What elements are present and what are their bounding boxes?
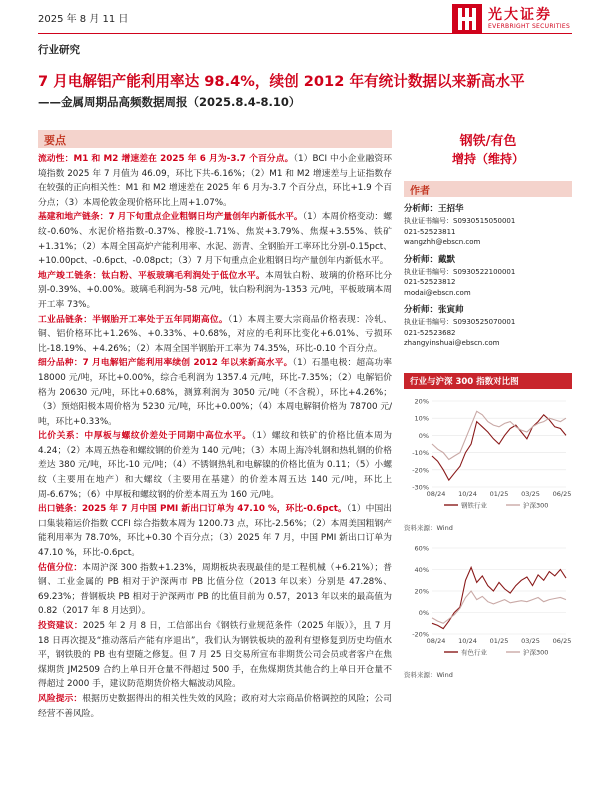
key-point-lead: 地产竣工链条：钛白粉、平板玻璃毛利润处于低位水平。 — [38, 270, 266, 281]
legend-label: 沪深300 — [523, 648, 549, 656]
sidebar — [404, 130, 572, 679]
analyst-name: 分析师：王招华 — [404, 204, 464, 214]
key-point-body: （1）BCI 中小企业融资环境指数 2025 年 7 月值为 46.09，环比下共-6.16%；（2）M1 和 M2 增速差与上证指数存在较强的正向相关性：M1 和 M2 增速差在 2025 年 6 月为-3.7 个百分点，环比+1.9 个百分点；（3）本周伦敦金现价格环比上周+1.07%。 — [38, 154, 392, 208]
series-line — [432, 414, 566, 479]
x-tick-label: 06/25 — [552, 636, 572, 645]
analyst-name: 分析师：张寅帅 — [404, 305, 464, 315]
brand-mark-icon — [452, 4, 482, 34]
header-divider — [38, 33, 572, 34]
key-points-header: 要点 — [38, 130, 392, 148]
key-point-paragraph — [38, 356, 392, 429]
key-point-body: （1）石墨电极：超高功率 18000 元/吨，环比+0.00%，综合毛利润为 1357.4 元/吨，环比-7.35%；（2）电解铝价格为 20630 元/吨，环比+0.68%，测算利润为 3050 元/吨（不含税），环比+4.26%；（3）预焙阳极本周价格为 5230 元/吨，环比+0.00%；（4）本周电解铜价格为 78700 元/吨，环比+0.33%。 — [38, 358, 393, 427]
legend-label: 沪深300 — [523, 501, 549, 509]
analyst-phone: 021-52523812 — [404, 278, 456, 286]
legend-label: 钢铁行业 — [461, 501, 487, 509]
key-point-paragraph — [38, 429, 392, 502]
key-point-lead: 工业品链条：半钢胎开工率处于五年同期高位。 — [38, 314, 228, 325]
y-tick-label: 40% — [414, 565, 429, 574]
key-point-body: 本周钛白粉、玻璃的价格环比分别-0.39%、+0.00%。玻璃毛利润为-58 元/吨，钛白粉利润为-1353 元/吨，平板玻璃本周开工率 73%。 — [38, 270, 393, 310]
series-line — [432, 567, 566, 628]
legend-label: 有色行业 — [461, 648, 487, 656]
y-tick-label: -30% — [412, 483, 429, 491]
chart-source-2: 资料来源：Wind — [404, 670, 453, 679]
y-tick-label: -10% — [412, 448, 429, 457]
key-point-lead: 估值分位： — [38, 562, 83, 573]
key-point-body: 本周沪深 300 指数+1.23%，周期板块表现最佳的是工程机械（+6.21%）；普钢、工业金属的 PB 相对于沪深两市 PB 比值分位（2013 年以来）分别是 47.28%、69.23%；普钢板块 PB 相对于沪深两市 PB 的比值目前为 0.57，2013 年以来的最高值为 0.82（2017 年 8 月达到）。 — [38, 562, 392, 617]
key-point-lead: 基建和地产链条：7 月下旬重点企业粗钢日均产量创年内新低水平。 — [38, 212, 303, 223]
key-point-body: （1）中国出口集装箱运价指数 CCFI 综合指数本周为 1200.73 点，环比-2.56%；（2）本周美国粗钢产能利用率为 78.70%，环比+0.30 个百分点；（3）2025 年 7 月，中国 PMI 新出口订单为 47.10 %，环比-0.6pct。 — [38, 504, 392, 559]
analyst-email: wangzhh@ebscn.com — [404, 238, 481, 246]
key-point-lead: 出口链条：2025 年 7 月中国 PMI 新出口订单为 47.10 %，环比-0.6pct。 — [38, 504, 347, 515]
y-tick-label: 20% — [414, 397, 429, 405]
key-point-paragraph — [38, 619, 392, 692]
report-subtitle: ——金属周期品高频数据周报（2025.8.4-8.10） — [38, 95, 301, 109]
brand-name-cn: 光大证券 — [488, 7, 552, 23]
x-tick-label: 08/24 — [426, 489, 446, 498]
y-tick-label: 10% — [414, 414, 429, 423]
key-point-paragraph — [38, 692, 392, 721]
analyst-card — [404, 254, 572, 299]
x-tick-label: 06/25 — [552, 489, 572, 498]
x-tick-label: 10/24 — [458, 489, 477, 498]
key-point-paragraph — [38, 502, 392, 560]
key-point-body: （1）本周价格变动：螺纹-0.60%、水泥价格指数-0.37%、橡胶-1.71%、焦炭+3.79%、焦煤+3.55%、铁矿+1.31%；（2）本周全国高炉产能利用率、水泥、沥青、全钢胎开工率环比分别-0.15pct、+10.00pct、-0.6pct、-0.08pct；（3）7 月下旬重点企业粗钢日均产量创年内新低水平。 — [38, 212, 392, 267]
y-tick-label: -20% — [412, 465, 429, 474]
key-point-lead: 流动性：M1 和 M2 增速差在 2025 年 6 月为-3.7 个百分点。 — [38, 154, 294, 164]
brand-name-en: EVERBRIGHT SECURITIES — [488, 23, 571, 30]
y-tick-label: -20% — [412, 630, 429, 638]
x-tick-label: 01/25 — [489, 489, 509, 498]
analyst-license: 执业证书编号：S0930522100001 — [404, 267, 516, 276]
y-tick-label: 0% — [418, 431, 429, 440]
section-label: 行业研究 — [38, 44, 80, 56]
chart-header: 行业与沪深 300 指数对比图 — [404, 373, 572, 389]
key-point-lead: 投资建议： — [38, 621, 83, 631]
series-line — [432, 591, 566, 623]
key-points-panel — [38, 130, 392, 721]
key-point-lead: 风险提示： — [38, 693, 83, 704]
rating-value: 增持（维持） — [451, 152, 524, 166]
key-point-paragraph — [38, 269, 392, 313]
key-point-paragraph — [38, 313, 392, 357]
x-tick-label: 08/24 — [426, 636, 446, 645]
report-title: 7 月电解铝产能利用率达 98.4%，续创 2012 年有统计数据以来新高水平 — [38, 73, 525, 90]
key-points-body — [38, 152, 392, 721]
chart-source: 资料来源：Wind — [404, 523, 453, 532]
analyst-phone: 021-52523682 — [404, 328, 456, 337]
nonferrous-vs-csi300-chart — [404, 542, 572, 662]
analyst-email: modai@ebscn.com — [404, 288, 471, 297]
rating-sector: 钢铁/有色 — [459, 134, 517, 149]
analyst-card — [404, 203, 572, 248]
key-point-paragraph — [38, 152, 392, 210]
y-tick-label: 60% — [414, 544, 429, 552]
report-date: 2025 年 8 月 11 日 — [38, 14, 129, 25]
x-tick-label: 01/25 — [489, 636, 509, 645]
authors-header: 作者 — [404, 181, 572, 197]
analyst-email: zhangyinshuai@ebscn.com — [404, 339, 500, 347]
key-point-paragraph — [38, 561, 392, 619]
key-point-lead: 细分品种：7 月电解铝产能利用率续创 2012 年以来新高水平。 — [38, 358, 293, 369]
steel-vs-csi300-chart — [404, 395, 572, 515]
key-point-paragraph — [38, 210, 392, 268]
x-tick-label: 03/25 — [521, 636, 540, 645]
y-tick-label: 20% — [414, 587, 429, 595]
x-tick-label: 03/25 — [521, 489, 540, 498]
analyst-name: 分析师：戴默 — [404, 254, 456, 265]
key-point-body: 2025 年 2 月 8 日，工信部出台《钢铁行业规范条件（2025 年版）》，且 7 月 18 日再次提及“推动落后产能有序退出”，我们认为钢铁板块的盈利有望修复到历史均值水平，钢铁股的 PB 也有望随之修复。但 7 月 25 日交易所宣布非期货公司会员或者客户在焦煤期货 JM2509 合约上单日开仓量不得超过 500 手，在焦煤期货其他合约上单日开仓量不得超过 2000 手，建议防范期货价格大幅波动风险。 — [38, 621, 392, 690]
key-point-lead: 比价关系：中厚板与螺纹价差处于同期中高位水平。 — [38, 431, 252, 442]
analyst-license: 执业证书编号：S0930515050001 — [404, 217, 516, 225]
y-tick-label: 0% — [418, 608, 429, 617]
analyst-card — [404, 304, 572, 349]
analyst-phone: 021-52523811 — [404, 227, 456, 236]
key-point-body: （1）本周主要大宗商品价格表现：冷轧、铜、铝价格环比+1.26%、+0.33%、+0.68%，对应的毛利环比变化+6.01%、亏损环比-18.19%、+4.26%；（2）本周全国半钢胎开工率为 74.35%，环比-0.10 个百分点。 — [38, 314, 392, 354]
x-tick-label: 10/24 — [458, 636, 477, 645]
key-point-body: （1）螺纹和铁矿的价格比值本周为 4.24；（2）本周五热卷和螺纹钢的价差为 140 元/吨；（3）本周上海冷轧钢和热轧钢的价格差达 380 元/吨，环比-10 元/吨；（4）不锈钢热轧和电解镍的价格比值为 0.11；（5）小螺纹（主要用在地产）和大螺纹（主要用在基建）的价差本周五达 140 元/吨，环比上周-6.67%；（6）中厚板和螺纹钢的价差本周五为 160 元/吨。 — [38, 431, 393, 500]
key-point-body: 根据历史数据得出的相关性失效的风险；政府对大宗商品价格调控的风险；公司经营不善风险。 — [38, 693, 393, 719]
analyst-license: 执业证书编号：S0930525070001 — [404, 318, 516, 326]
analyst-list — [404, 203, 572, 349]
